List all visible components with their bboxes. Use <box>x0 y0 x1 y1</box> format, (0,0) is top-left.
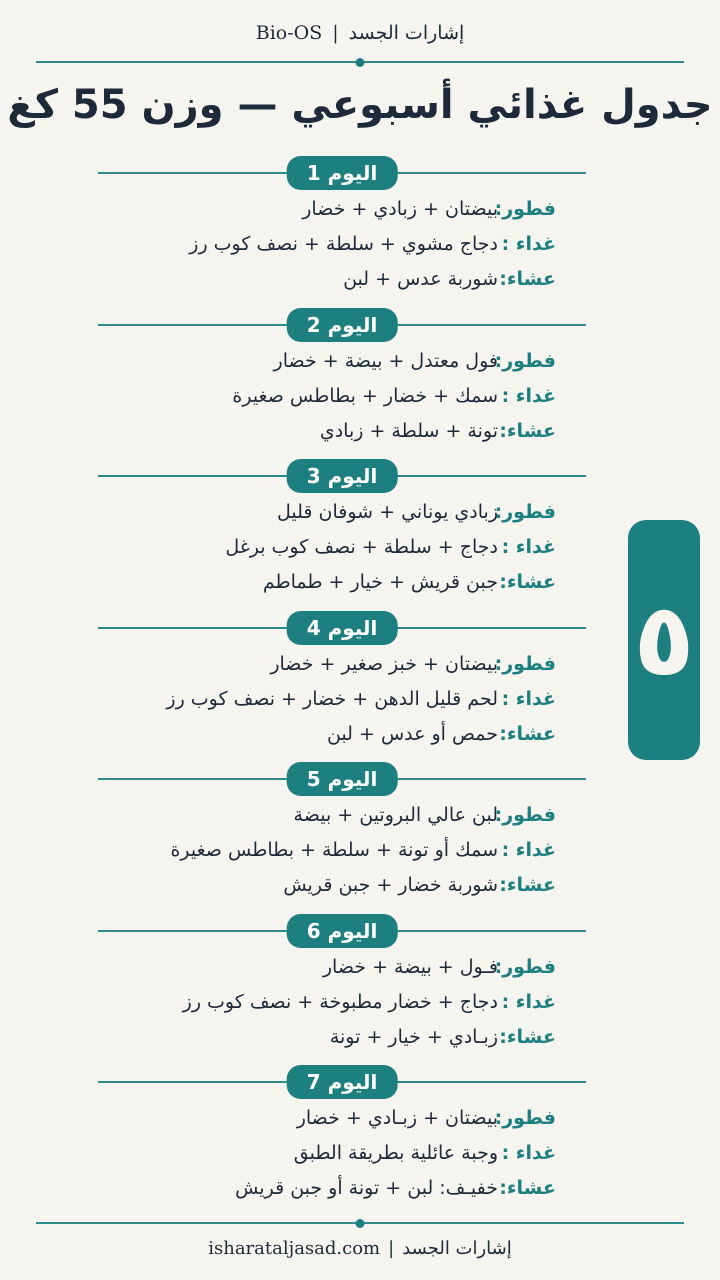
meal-label: غداء : <box>501 990 556 1013</box>
meal-label: غداء : <box>501 536 556 558</box>
meal-breakfast <box>294 804 556 826</box>
top-divider <box>36 61 684 63</box>
day-section <box>0 1065 720 1217</box>
meal-dinner <box>330 1026 556 1048</box>
meal-label: غداء : <box>501 384 556 407</box>
day-label: اليوم 2 <box>287 308 398 342</box>
meal-dinner <box>283 874 556 896</box>
meal-breakfast <box>297 1107 556 1129</box>
meal-label: فطور: <box>494 955 556 978</box>
meal-text: بيضتان + خبز صغير + خضار <box>270 652 498 675</box>
meal-label: فطور: <box>494 198 556 220</box>
meal-label: عشاء: <box>499 268 556 290</box>
divider-dot <box>356 1219 365 1228</box>
brand-name: Bio-OS <box>255 22 323 44</box>
meal-text: شوربة خضار + جبن قريش <box>283 874 498 896</box>
day-label: اليوم 1 <box>287 156 398 190</box>
meal-text: حمص أو عدس + لبن <box>326 722 498 745</box>
meal-label: فطور: <box>494 501 556 523</box>
day-section <box>0 762 720 914</box>
meal-label: عشاء: <box>499 1025 556 1048</box>
day-label: اليوم 6 <box>287 914 398 948</box>
day-label: اليوم 4 <box>287 611 398 645</box>
footer-separator: | <box>388 1238 395 1259</box>
meal-label: غداء : <box>501 233 556 255</box>
meal-text: بيضتان + زبـادي + خضار <box>296 1107 498 1129</box>
meal-lunch <box>170 839 556 861</box>
meal-dinner <box>320 420 556 442</box>
bottom-divider <box>36 1222 684 1224</box>
meal-label: عشاء: <box>499 722 556 745</box>
day-header <box>98 156 586 190</box>
meal-dinner <box>343 268 556 290</box>
meal-label: عشاء: <box>499 1177 556 1199</box>
meal-label: عشاء: <box>499 571 556 593</box>
meal-breakfast <box>277 501 556 523</box>
meal-label: فطور: <box>494 804 556 826</box>
meal-text: زبادي يوناني + شوفان قليل <box>276 501 498 523</box>
meal-dinner <box>235 1177 556 1199</box>
meal-text: لبن عالي البروتين + بيضة <box>293 804 498 826</box>
day-label: اليوم 5 <box>287 762 398 796</box>
meal-lunch <box>189 233 556 255</box>
meal-breakfast <box>323 956 556 978</box>
meal-text: تونة + سلطة + زبادي <box>319 419 498 442</box>
meal-lunch <box>232 385 556 407</box>
meal-breakfast <box>302 198 556 220</box>
header-separator: | <box>332 22 339 44</box>
page-number-tab <box>628 520 700 760</box>
day-section <box>0 156 720 308</box>
week-schedule <box>0 156 720 1217</box>
meal-text: سمك أو تونة + سلطة + بطاطس صغيرة <box>170 839 498 861</box>
meal-text: فـول + بيضة + خضار <box>322 955 498 978</box>
day-section <box>0 611 720 763</box>
day-section <box>0 459 720 611</box>
meal-text: دجاج + خضار مطبوخة + نصف كوب رز <box>182 990 498 1013</box>
day-header <box>98 1065 586 1099</box>
page-title: جدول غذائي أسبوعي — وزن 55 كغ <box>7 82 713 128</box>
day-section <box>0 914 720 1066</box>
meal-text: بيضتان + زبادي + خضار <box>302 198 498 220</box>
meal-breakfast <box>274 350 556 372</box>
meal-label: فطور: <box>494 1107 556 1129</box>
meal-lunch <box>225 536 556 558</box>
meal-lunch <box>166 688 556 710</box>
meal-breakfast <box>270 653 556 675</box>
meal-lunch <box>183 991 556 1013</box>
meal-dinner <box>263 571 556 593</box>
meal-text: وجبة عائلية بطريقة الطبق <box>293 1142 498 1164</box>
meal-text: دجاج مشوي + سلطة + نصف كوب رز <box>189 233 498 255</box>
meal-lunch <box>294 1142 556 1164</box>
meal-text: سمك + خضار + بطاطس صغيرة <box>232 384 498 407</box>
meal-text: فول معتدل + بيضة + خضار <box>273 349 498 372</box>
footer-site-name: إشارات الجسد <box>402 1238 512 1259</box>
meal-text: لحم قليل الدهن + خضار + نصف كوب رز <box>166 687 498 710</box>
day-header <box>98 611 586 645</box>
meal-text: زبـادي + خيار + تونة <box>329 1025 498 1048</box>
day-header <box>98 762 586 796</box>
page-number: ٥ <box>633 581 695 698</box>
day-section <box>0 308 720 460</box>
top-header <box>0 22 720 44</box>
meal-label: غداء : <box>501 1142 556 1164</box>
meal-dinner <box>327 723 556 745</box>
site-name: إشارات الجسد <box>348 22 465 44</box>
meal-label: فطور: <box>494 652 556 675</box>
meal-label: عشاء: <box>499 419 556 442</box>
meal-label: عشاء: <box>499 874 556 896</box>
day-label: اليوم 7 <box>287 1065 398 1099</box>
meal-label: فطور: <box>494 349 556 372</box>
meal-text: شوربة عدس + لبن <box>343 268 498 290</box>
meal-text: خفيـف: لبن + تونة أو جبن قريش <box>235 1177 498 1199</box>
divider-dot <box>356 58 365 67</box>
meal-text: جبن قريش + خيار + طماطم <box>262 571 498 593</box>
meal-label: غداء : <box>501 687 556 710</box>
meal-text: دجاج + سلطة + نصف كوب برغل <box>225 536 498 558</box>
day-label: اليوم 3 <box>287 459 398 493</box>
day-header <box>98 914 586 948</box>
day-header <box>98 308 586 342</box>
footer-url: isharataljasad.com <box>208 1238 381 1259</box>
footer <box>0 1238 720 1259</box>
meal-label: غداء : <box>501 839 556 861</box>
day-header <box>98 459 586 493</box>
